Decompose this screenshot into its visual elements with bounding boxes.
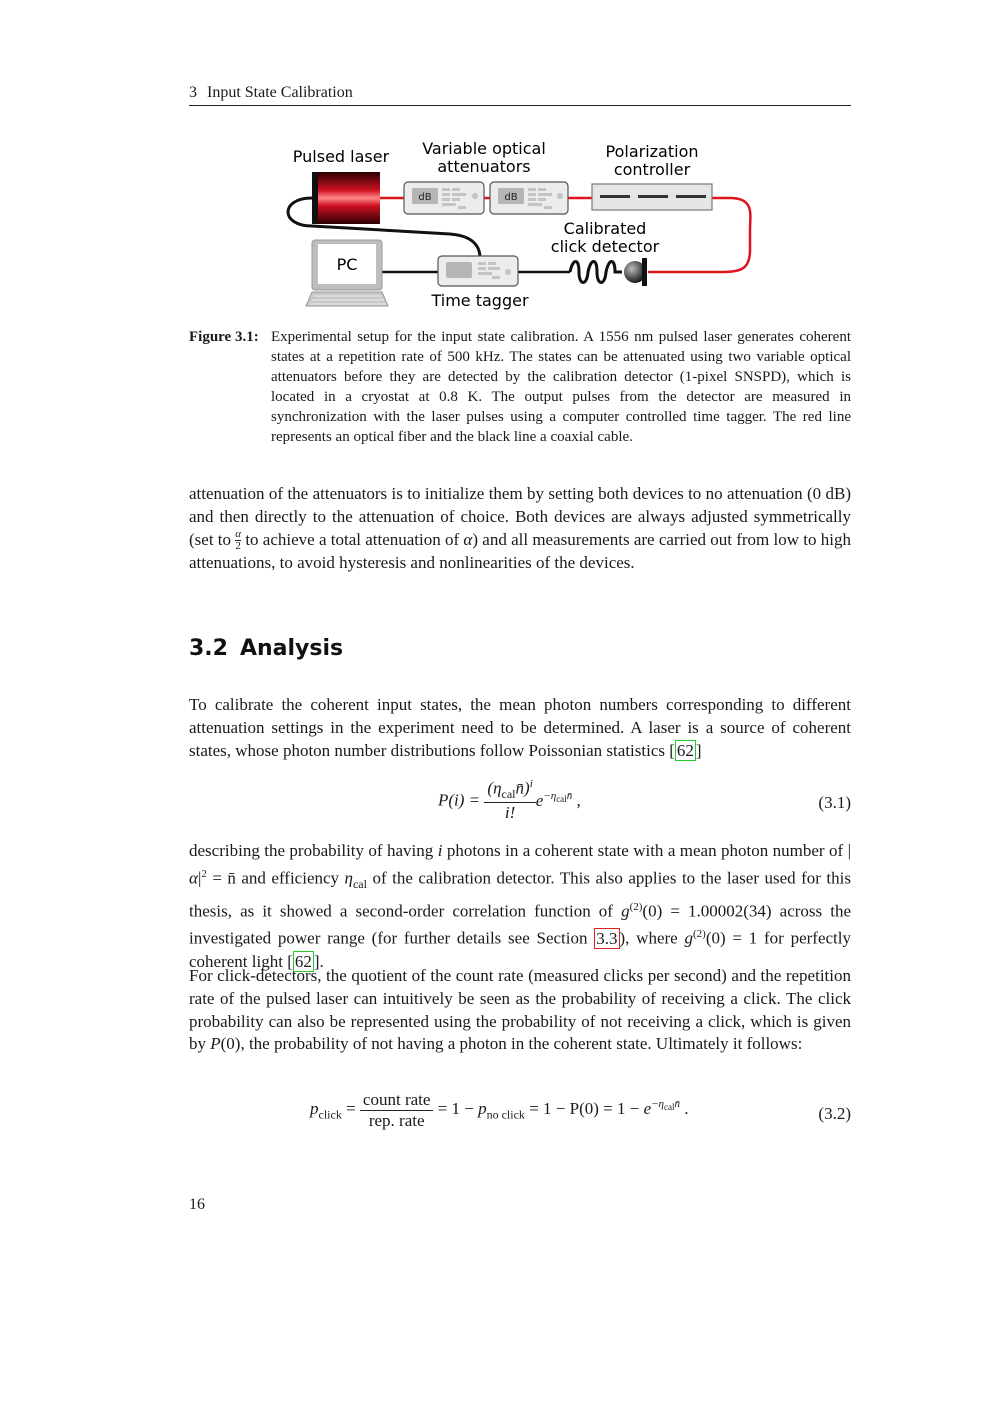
label-polarization-2: controller [613,160,691,179]
eq1-fraction [484,778,535,823]
eq1-tail: , [572,790,581,810]
eq2-p-sub: no click [486,1107,525,1122]
para2-text-a: To calibrate the coherent input states, the mean photon numbers corresponding to different attenuation settings in the experiment need to be determined. A laser is a source of coherent states, whose photon number distributions follow Poissonian statistics [ [189,695,851,760]
chapter-number: 3 [189,84,197,101]
time-tagger [438,256,518,286]
attenuator-2 [490,182,568,214]
section-ref-3-3[interactable]: 3.3 [596,928,618,948]
section-heading [189,636,343,661]
eq2-mid: = 1 − [433,1099,479,1119]
caption-text: Experimental setup for the input state calibration. A 1556 nm pulsed laser generates coherent states at a repetition rate of 500 kHz. The states can be attenuated using two variable optical attenuators before they are detected by the calibration detector (1-pixel SNSPD), which is located in a cryostat at 0.8 K. The output pulses from the detector are measured in synchronization with the laser pulses using a computer controlled time tagger. The red line represents an optical fiber and the black line a coaxial cable. [271,329,851,445]
para1-text-a: attenuation of the attenuators is to initialize them by setting both devices to no attenuation (0 dB) and then directly to the attenuation of choice. Both devices are always adjusted symmetrically (set to [189,484,851,549]
paragraph-coherent-states [189,694,851,762]
label-attenuators-1: Variable optical [422,139,546,158]
para3-eta: η [344,868,353,888]
eq1-exp-base: e [535,790,544,810]
eq2-exp-b: n̄ [674,1098,681,1111]
para1-alpha: α [463,529,473,549]
polarization-controller [592,184,712,210]
eq2-tail: . [680,1099,689,1119]
citation-62-second[interactable]: 62 [294,951,312,971]
para3-t7: ), where [619,928,685,948]
eq1-exp-b: n̄ [566,790,573,803]
eq1-lhs: P(i) = [438,790,481,810]
para3-t5: of the calibration detector. This also applies to the laser used for this thesis, as it showed a second-order correlation function of [189,868,851,921]
eq2-rest: = 1 − P(0) = 1 − [524,1099,644,1119]
para4-p0-rest: (0), the probability of not having a photon in the coherent state. Ultimately it follows: [220,1034,803,1054]
para3-g2: g [684,928,693,948]
paragraph-attenuation [189,483,851,575]
para3-i: i [437,841,443,860]
eq1-num-sup: i [529,778,533,790]
eq2-lhs: p [310,1098,319,1118]
para3-alpha: α [189,868,198,888]
eq1-num: (η [487,778,502,798]
eq1-exp-sub: cal [556,794,567,805]
eq1-exp-a: −η [543,790,557,803]
citation-62[interactable]: 62 [676,740,694,760]
eq1-num-rest: n̄) [515,778,530,798]
paragraph-click-detectors [189,965,851,1056]
equation-number-3-1: (3.1) [818,793,851,812]
equation-3-1 [438,778,581,823]
label-polarization-1: Polarization [605,142,699,161]
label-detector-2: click detector [550,237,660,256]
para3-sq: 2 [201,867,207,880]
para4-text: For click-detectors, the quotient of the count rate (measured clicks per second) and the repetition rate of the pulsed laser can intuitively be seen as the probability of receiving a click. The click probability can also be represented using the probability of not receiving a click, which is given by [189,966,851,1054]
eq2-exp-sub: cal [664,1102,675,1113]
para3-t3: | [197,868,202,888]
eq1-den: i! [504,803,516,823]
equation-number-3-2: (3.2) [818,1104,851,1123]
attenuator-1-db: dB [418,192,432,203]
section-title: Analysis [239,636,344,661]
equation-3-2 [310,1090,689,1131]
para3-t6: (0) = 1.00002(34) across the investigated power range (for further details see Section [189,901,852,948]
page-number: 16 [189,1196,205,1213]
eq2-num: count rate [360,1090,434,1111]
setup-figure [280,130,760,320]
section-number: 3.2 [189,636,228,661]
para2-text-b: ] [695,740,702,760]
pc [306,240,388,306]
eq2-equals: = [341,1098,360,1118]
para3-g: g [621,901,630,921]
running-head [189,84,851,106]
para3-cal: cal [352,876,367,891]
eq2-exp-base: e [643,1099,652,1119]
attenuator-2-db: dB [504,192,518,203]
attenuator-1 [404,182,484,214]
eq2-p: p [478,1099,487,1119]
chapter-title: Input State Calibration [207,84,353,101]
figure-caption [189,327,851,447]
eq2-den: rep. rate [368,1111,425,1130]
para1-text-c: ) and all measurements are carried out from low to high attenuations, to avoid hysteresis and nonlinearities of the devices. [189,529,851,573]
pc-label: PC [336,255,358,274]
para3-t8: (0) = 1 for perfectly coherent light [ [189,928,851,971]
para1-text-b: to achieve a total attenuation of [241,529,464,549]
paragraph-probability [189,840,851,973]
label-pulsed-laser: Pulsed laser [292,147,390,166]
eq2-fraction [360,1090,434,1131]
para3-t1: describing the probability of having [189,841,438,860]
frac-num: α [235,528,242,541]
eq2-exp-a: −η [651,1098,665,1111]
para3-t4: = n̄ and efficiency [206,868,345,888]
pulsed-laser [312,172,380,224]
para3-t2: photons in a coherent state with a mean photon number of | [442,841,851,860]
para3-t9: ]. [313,951,324,971]
para3-g2-sup: (2) [692,928,706,941]
para4-p0: P [210,1034,221,1054]
label-attenuators-2: attenuators [437,157,531,176]
eq1-num-sub: cal [501,787,516,802]
caption-label: Figure 3.1: [189,329,259,345]
eq2-lhs-sub: click [318,1107,342,1122]
label-time-tagger: Time tagger [431,291,529,310]
frac-den: 2 [235,540,241,553]
label-detector-1: Calibrated [563,219,647,238]
coax-coil [570,262,622,283]
para3-g-sup: (2) [629,900,643,913]
